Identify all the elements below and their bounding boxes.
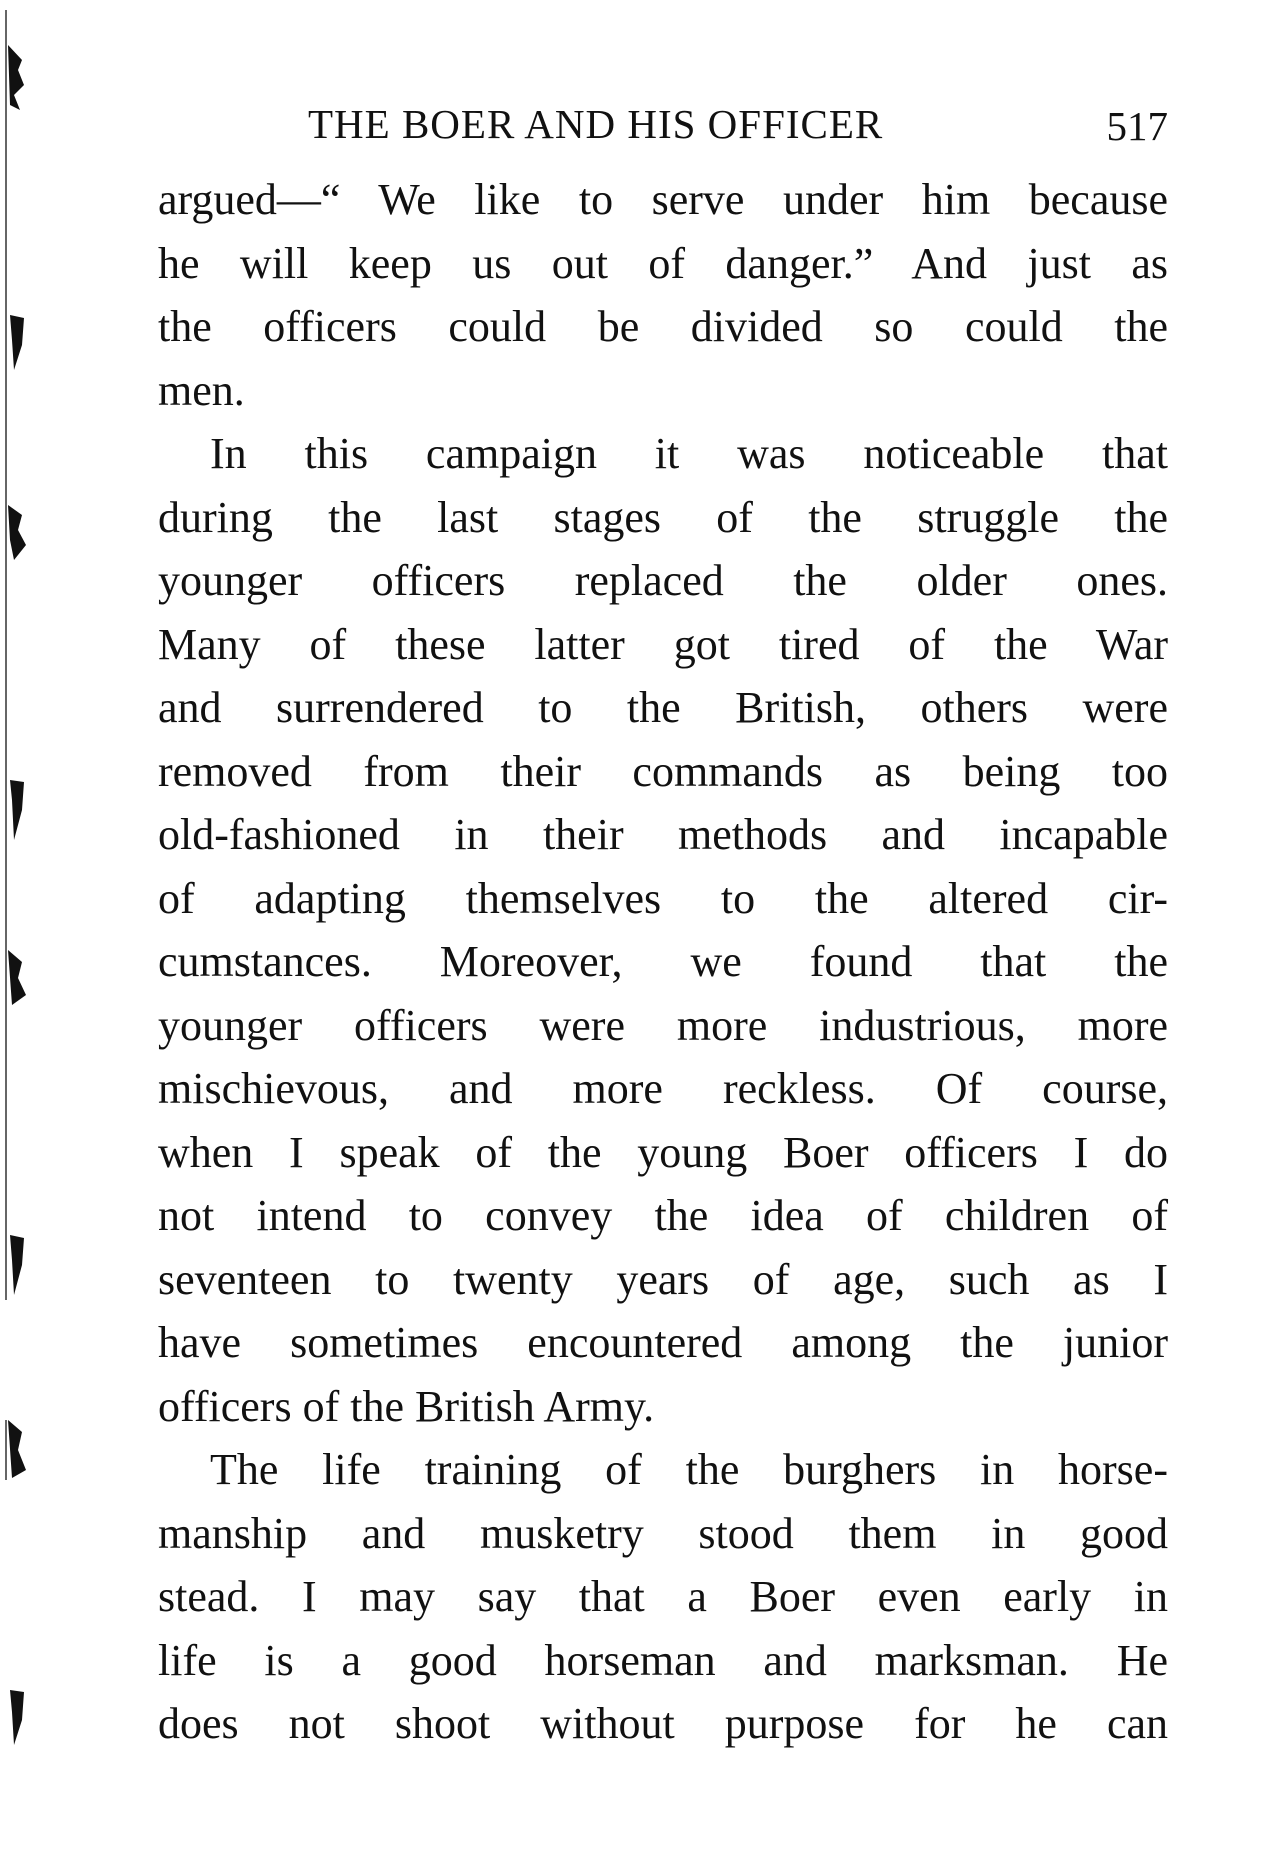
text-line: of adapting themselves to the altered cir- [158, 873, 1168, 923]
text-line: seventeen to twenty years of age, such as I [158, 1254, 1168, 1304]
text-line: during the last stages of the struggle the [158, 492, 1168, 542]
text-line: stead. I may say that a Boer even early in [158, 1572, 1168, 1621]
page-number: 517 [1106, 103, 1168, 149]
text-line: mischievous, and more reckless. Of course, [158, 1064, 1168, 1113]
text-line: not intend to convey the idea of children of [158, 1191, 1168, 1240]
page-header [158, 100, 1168, 166]
text-line: manship and musketry stood them in good [158, 1508, 1168, 1558]
text-line: life is a good horseman and marksman. He [158, 1635, 1168, 1685]
binding-edge-marks [0, 0, 40, 1866]
text-line: cumstances. Moreover, we found that the [158, 937, 1168, 986]
text-line: Many of these latter got tired of the War [158, 619, 1168, 669]
body-text [158, 168, 1168, 1756]
text-line: In this campaign it was noticeable that [210, 429, 1168, 478]
paragraph-1 [158, 168, 1168, 422]
text-line: younger officers were more industrious, more [158, 1000, 1168, 1050]
text-line: old-fashioned in their methods and incapable [158, 810, 1168, 859]
running-title: THE BOER AND HIS OFFICER [308, 101, 884, 147]
text-line: The life training of the burghers in horse- [210, 1445, 1168, 1494]
text-line: argued—“ We like to serve under him because [158, 175, 1168, 224]
text-line: does not shoot without purpose for he can [158, 1699, 1168, 1748]
text-line: younger officers replaced the older ones. [158, 556, 1168, 605]
text-line: the officers could be divided so could the [158, 302, 1168, 351]
text-line: and surrendered to the British, others were [158, 683, 1168, 732]
text-line: he will keep us out of danger.” And just as [158, 238, 1168, 288]
paragraph-2 [158, 422, 1168, 1438]
text-line: officers of the British Army. [158, 1381, 655, 1431]
text-line: men. [158, 365, 245, 415]
text-line: removed from their commands as being too [158, 746, 1168, 796]
text-line: have sometimes encountered among the junior [158, 1318, 1168, 1367]
paragraph-3 [158, 1438, 1168, 1756]
text-line: when I speak of the young Boer officers I do [158, 1127, 1168, 1177]
